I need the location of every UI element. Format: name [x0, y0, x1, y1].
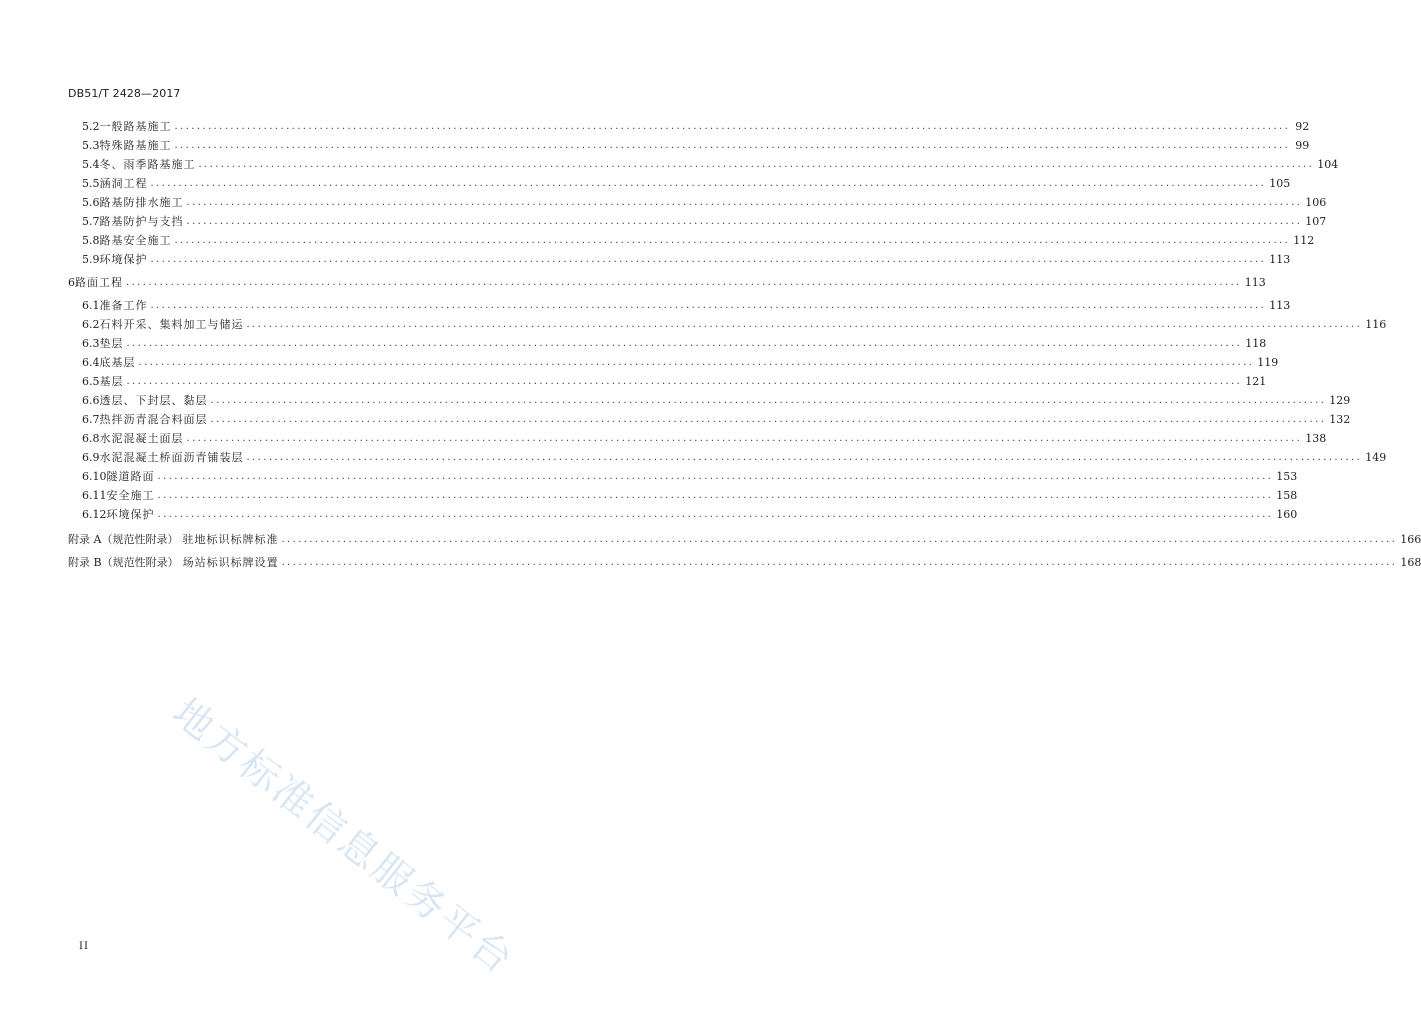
toc-number: 6.2 — [82, 317, 100, 331]
toc-number: 6.3 — [82, 336, 100, 350]
dot-leader: ........................................................................................................................................................................................................ — [126, 375, 1243, 387]
toc-entry-6-1[interactable] — [82, 297, 1291, 313]
toc-number: 5.6 — [82, 195, 100, 209]
toc-page: 106 — [1305, 195, 1327, 209]
toc-entry-appendix-b[interactable] — [68, 554, 1421, 570]
dot-leader: ........................................................................................................................................................................................................ — [150, 299, 1267, 311]
toc-number: 6.9 — [82, 450, 100, 464]
toc-number: 附录 B（规范性附录） — [68, 556, 179, 569]
toc-entry-6-11[interactable] — [82, 487, 1298, 503]
toc-title: 水泥混凝土面层 — [99, 432, 184, 445]
toc-number: 5.3 — [82, 138, 100, 152]
toc-title: 路面工程 — [75, 276, 123, 289]
toc-title: 底基层 — [99, 356, 136, 369]
toc-number: 6.5 — [82, 374, 100, 388]
toc-title: 垫层 — [99, 337, 124, 350]
toc-page: 104 — [1317, 157, 1339, 171]
toc-entry-appendix-a[interactable] — [68, 531, 1421, 547]
toc-number: 6.7 — [82, 412, 100, 426]
toc-title: 透层、下封层、黏层 — [99, 394, 208, 407]
toc-number: 6.11 — [82, 488, 107, 502]
toc-number: 5.9 — [82, 252, 100, 266]
toc-page: 160 — [1276, 507, 1298, 521]
toc-page: 119 — [1257, 355, 1279, 369]
toc-title: 基层 — [99, 375, 124, 388]
toc-number: 5.5 — [82, 176, 100, 190]
toc-page: 118 — [1245, 336, 1267, 350]
toc-title: 路基防护与支挡 — [99, 215, 184, 228]
watermark-stamp: 地方标准信息服务平台 — [163, 690, 523, 985]
document-code: DB51/T 2428—2017 — [68, 87, 181, 100]
toc-page: 105 — [1269, 176, 1291, 190]
toc-title: 路基防排水施工 — [99, 196, 184, 209]
dot-leader: ........................................................................................................................................................................................................ — [210, 394, 1327, 406]
toc-entry-6-2[interactable] — [82, 316, 1387, 332]
toc-title: 一般路基施工 — [99, 120, 172, 133]
toc-page: 113 — [1269, 298, 1291, 312]
toc-entry-6-10[interactable] — [82, 468, 1298, 484]
dot-leader: ........................................................................................................................................................................................................ — [281, 556, 1398, 568]
toc-entry-6-6[interactable] — [82, 392, 1351, 408]
toc-number: 6.12 — [82, 507, 107, 521]
toc-entry-6-5[interactable] — [82, 373, 1267, 389]
toc-page: 121 — [1245, 374, 1267, 388]
dot-leader: ........................................................................................................................................................................................................ — [186, 196, 1303, 208]
toc-page: 149 — [1365, 450, 1387, 464]
toc-entry-5-2[interactable] — [82, 118, 1310, 134]
toc-page: 113 — [1269, 252, 1291, 266]
dot-leader: ........................................................................................................................................................................................................ — [157, 508, 1274, 520]
toc-page: 153 — [1276, 469, 1298, 483]
page-number-footer: II — [79, 941, 89, 952]
dot-leader: ........................................................................................................................................................................................................ — [138, 356, 1255, 368]
toc-number: 附录 A（规范性附录） — [68, 533, 179, 546]
toc-title: 驻地标识标牌标准 — [182, 533, 279, 546]
toc-entry-5-5[interactable] — [82, 175, 1291, 191]
toc-number: 6.6 — [82, 393, 100, 407]
toc-number: 5.7 — [82, 214, 100, 228]
toc-title: 涵洞工程 — [99, 177, 148, 190]
toc-entry-6-9[interactable] — [82, 449, 1387, 465]
toc-page: 99 — [1295, 138, 1310, 152]
dot-leader: ........................................................................................................................................................................................................ — [126, 337, 1243, 349]
dot-leader: ........................................................................................................................................................................................................ — [281, 533, 1398, 545]
toc-title: 水泥混凝土桥面沥青铺装层 — [99, 451, 244, 464]
toc-title: 安全施工 — [106, 489, 155, 502]
dot-leader: ........................................................................................................................................................................................................ — [174, 234, 1291, 246]
toc-entry-5-8[interactable] — [82, 232, 1315, 248]
toc-title: 热拌沥青混合料面层 — [99, 413, 208, 426]
toc-entry-6-3[interactable] — [82, 335, 1267, 351]
toc-title: 环境保护 — [99, 253, 148, 266]
toc-title: 路基安全施工 — [99, 234, 172, 247]
dot-leader: ........................................................................................................................................................................................................ — [126, 276, 1242, 288]
toc-entry-6-8[interactable] — [82, 430, 1327, 446]
toc-number: 5.8 — [82, 233, 100, 247]
toc-title: 场站标识标牌设置 — [182, 556, 279, 569]
toc-entry-5-6[interactable] — [82, 194, 1327, 210]
toc-page: 166 — [1400, 532, 1421, 546]
dot-leader: ........................................................................................................................................................................................................ — [198, 158, 1315, 170]
toc-page: 132 — [1329, 412, 1351, 426]
toc-entry-5-7[interactable] — [82, 213, 1327, 229]
toc-number: 6.8 — [82, 431, 100, 445]
toc-page: 138 — [1305, 431, 1327, 445]
toc-page: 116 — [1365, 317, 1387, 331]
toc-title: 冬、雨季路基施工 — [99, 158, 196, 171]
toc-number: 6 — [68, 275, 75, 289]
toc-entry-6[interactable] — [68, 274, 1266, 290]
toc-title: 准备工作 — [99, 299, 148, 312]
toc-page: 113 — [1244, 275, 1266, 289]
toc-page: 158 — [1276, 488, 1298, 502]
toc-entry-5-4[interactable] — [82, 156, 1339, 172]
dot-leader: ........................................................................................................................................................................................................ — [210, 413, 1327, 425]
toc-title: 环境保护 — [106, 508, 155, 521]
toc-entry-6-7[interactable] — [82, 411, 1351, 427]
toc-entry-5-9[interactable] — [82, 251, 1291, 267]
toc-number: 5.2 — [82, 119, 100, 133]
toc-title: 隧道路面 — [106, 470, 155, 483]
toc-number: 6.1 — [82, 298, 100, 312]
toc-entry-5-3[interactable] — [82, 137, 1310, 153]
dot-leader: ........................................................................................................................................................................................................ — [246, 318, 1363, 330]
dot-leader: ........................................................................................................................................................................................................ — [150, 177, 1267, 189]
dot-leader: ........................................................................................................................................................................................................ — [157, 470, 1274, 482]
dot-leader: ........................................................................................................................................................................................................ — [186, 432, 1303, 444]
dot-leader: ........................................................................................................................................................................................................ — [174, 120, 1291, 132]
dot-leader: ........................................................................................................................................................................................................ — [186, 215, 1303, 227]
toc-page: 168 — [1400, 555, 1421, 569]
toc-page: 107 — [1305, 214, 1327, 228]
toc-page: 92 — [1295, 119, 1310, 133]
toc-title: 特殊路基施工 — [99, 139, 172, 152]
dot-leader: ........................................................................................................................................................................................................ — [246, 451, 1363, 463]
toc-number: 5.4 — [82, 157, 100, 171]
dot-leader: ........................................................................................................................................................................................................ — [150, 253, 1267, 265]
toc-number: 6.4 — [82, 355, 100, 369]
toc-entry-6-12[interactable] — [82, 506, 1298, 522]
dot-leader: ........................................................................................................................................................................................................ — [157, 489, 1274, 501]
toc-entry-6-4[interactable] — [82, 354, 1279, 370]
toc-page: 112 — [1293, 233, 1315, 247]
toc-page: 129 — [1329, 393, 1351, 407]
toc-number: 6.10 — [82, 469, 107, 483]
toc-title: 石料开采、集料加工与储运 — [99, 318, 244, 331]
dot-leader: ........................................................................................................................................................................................................ — [174, 139, 1291, 151]
